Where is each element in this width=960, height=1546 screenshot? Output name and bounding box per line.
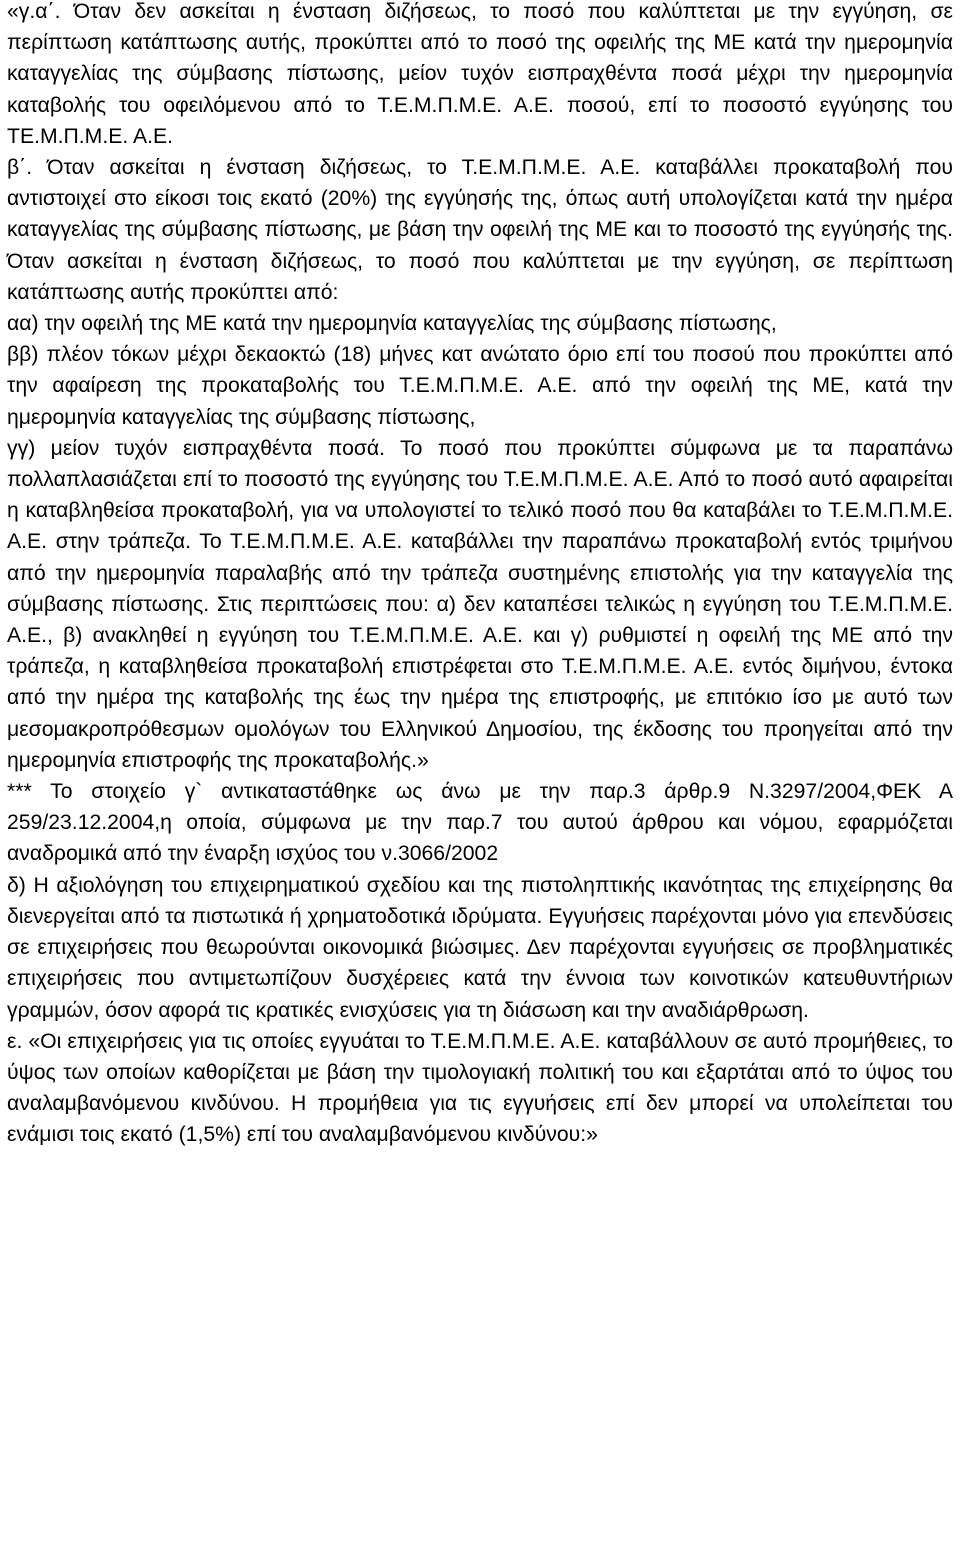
paragraph-item-bb: ββ) πλέον τόκων μέχρι δεκαοκτώ (18) μήνες κατ ανώτατο όριο επί του ποσού που προκύπτει από την αφαίρεση της προκαταβολής του Τ.Ε.Μ.Π.Μ.Ε. Α.Ε. από την οφειλή της ΜΕ, κατά την ημερομηνία καταγγελίας της σύμβασης πίστωσης, xyxy=(7,343,953,429)
paragraph-clause-ga: «γ.α΄. Όταν δεν ασκείται η ένσταση διζήσεως, το ποσό που καλύπτεται με την εγγύηση, σε περίπτωση κατάπτωσης αυτής, προκύπτει από το ποσό της οφειλής της ΜΕ κατά την ημερομηνία καταγγελίας της σύμβασης πίστωσης, μείον τυχόν εισπραχθέντα ποσά μέχρι την ημερομηνία καταβολής του οφειλόμενου από το Τ.Ε.Μ.Π.Μ.Ε. Α.Ε. ποσού, επί το ποσοστό εγγύησης του ΤΕ.Μ.Π.Μ.Ε. Α.Ε. xyxy=(7,0,953,148)
paragraph-item-gg: γγ) μείον τυχόν εισπραχθέντα ποσά. Το ποσό που προκύπτει σύμφωνα με τα παραπάνω πολλαπλασιάζεται επί το ποσοστό της εγγύησης του Τ.Ε.Μ.Π.Μ.Ε. Α.Ε. Από το ποσό αυτό αφαιρείται η καταβληθείσα προκαταβολή, για να υπολογιστεί το τελικό ποσό που θα καταβάλει το Τ.Ε.Μ.Π.Μ.Ε. Α.Ε. στην τράπεζα. Το Τ.Ε.Μ.Π.Μ.Ε. Α.Ε. καταβάλλει την παραπάνω προκαταβολή εντός τριμήνου από την ημερομηνία παραλαβής από την τράπεζα συστημένης επιστολής για την καταγγελία της σύμβασης πίστωσης. Στις περιπτώσεις που: α) δεν καταπέσει τελικώς η εγγύηση του Τ.Ε.Μ.Π.Μ.Ε. Α.Ε., β) ανακληθεί η εγγύηση του Τ.Ε.Μ.Π.Μ.Ε. Α.Ε. και γ) ρυθμιστεί η οφειλή της ΜΕ από την τράπεζα, η καταβληθείσα προκαταβολή επιστρέφεται στο Τ.Ε.Μ.Π.Μ.Ε. Α.Ε. εντός διμήνου, έντοκα από την ημέρα της καταβολής της έως την ημέρα της επιστροφής, με επιτόκιο ίσο με αυτό των μεσομακροπρόθεσμων ομολόγων του Ελληνικού Δημοσίου, της έκδοσης του προηγείται από την ημερομηνία επιστροφής της προκαταβολής.» xyxy=(7,436,953,772)
paragraph-clause-d: δ) Η αξιολόγηση του επιχειρηματικού σχεδίου και της πιστοληπτικής ικανότητας της επιχείρησης θα διενεργείται από τα πιστωτικά ή χρηματοδοτικά ιδρύματα. Εγγυήσεις παρέχονται μόνο για επενδύσεις σε επιχειρήσεις που θεωρούνται οικονομικά βιώσιμες. Δεν παρέχονται εγγυήσεις σε προβληματικές επιχειρήσεις που αντιμετωπίζουν δυσχέρειες κατά την έννοια των κοινοτικών κατευθυντήριων γραμμών, όσον αφορά τις κρατικές ενισχύσεις για τη διάσωση και την αναδιάρθρωση. xyxy=(7,873,953,1022)
paragraph-item-aa: αα) την οφειλή της ΜΕ κατά την ημερομηνία καταγγελίας της σύμβασης πίστωσης, xyxy=(7,312,777,336)
paragraph-clause-e: ε. «Οι επιχειρήσεις για τις οποίες εγγυάται το Τ.Ε.Μ.Π.Μ.Ε. Α.Ε. καταβάλλουν σε αυτό προμήθειες, το ύψος των οποίων καθορίζεται με βάση την τιμολογιακή πολιτική του και εξαρτάται από το ύψος του αναλαμβανόμενου κινδύνου. Η προμήθεια για τις εγγυήσεις επί δεν μπορεί να υπολείπεται του ενάμισι τοις εκατό (1,5%) επί του αναλαμβανόμενου κινδύνου:» xyxy=(7,1029,953,1147)
paragraph-amendment-note: *** Το στοιχείο γ` αντικαταστάθηκε ως άνω με την παρ.3 άρθρ.9 Ν.3297/2004,ΦΕΚ Α 259/23.12.2004,η οποία, σύμφωνα με την παρ.7 του αυτού άρθρου και νόμου, εφαρμόζεται αναδρομικά από την έναρξη ισχύος του ν.3066/2002 xyxy=(7,780,953,866)
paragraph-clause-b: β΄. Όταν ασκείται η ένσταση διζήσεως, το Τ.Ε.Μ.Π.Μ.Ε. Α.Ε. καταβάλλει προκαταβολή που αντιστοιχεί στο είκοσι τοις εκατό (20%) της εγγύησής της, όπως αυτή υπολογίζεται κατά την ημέρα καταγγελίας της σύμβασης πίστωσης, με βάση την οφειλή της ΜΕ και το ποσοστό της εγγύησής της. Όταν ασκείται η ένσταση διζήσεως, το ποσό που καλύπτεται με την εγγύηση, σε περίπτωση κατάπτωσης αυτής προκύπτει από: xyxy=(7,156,953,304)
